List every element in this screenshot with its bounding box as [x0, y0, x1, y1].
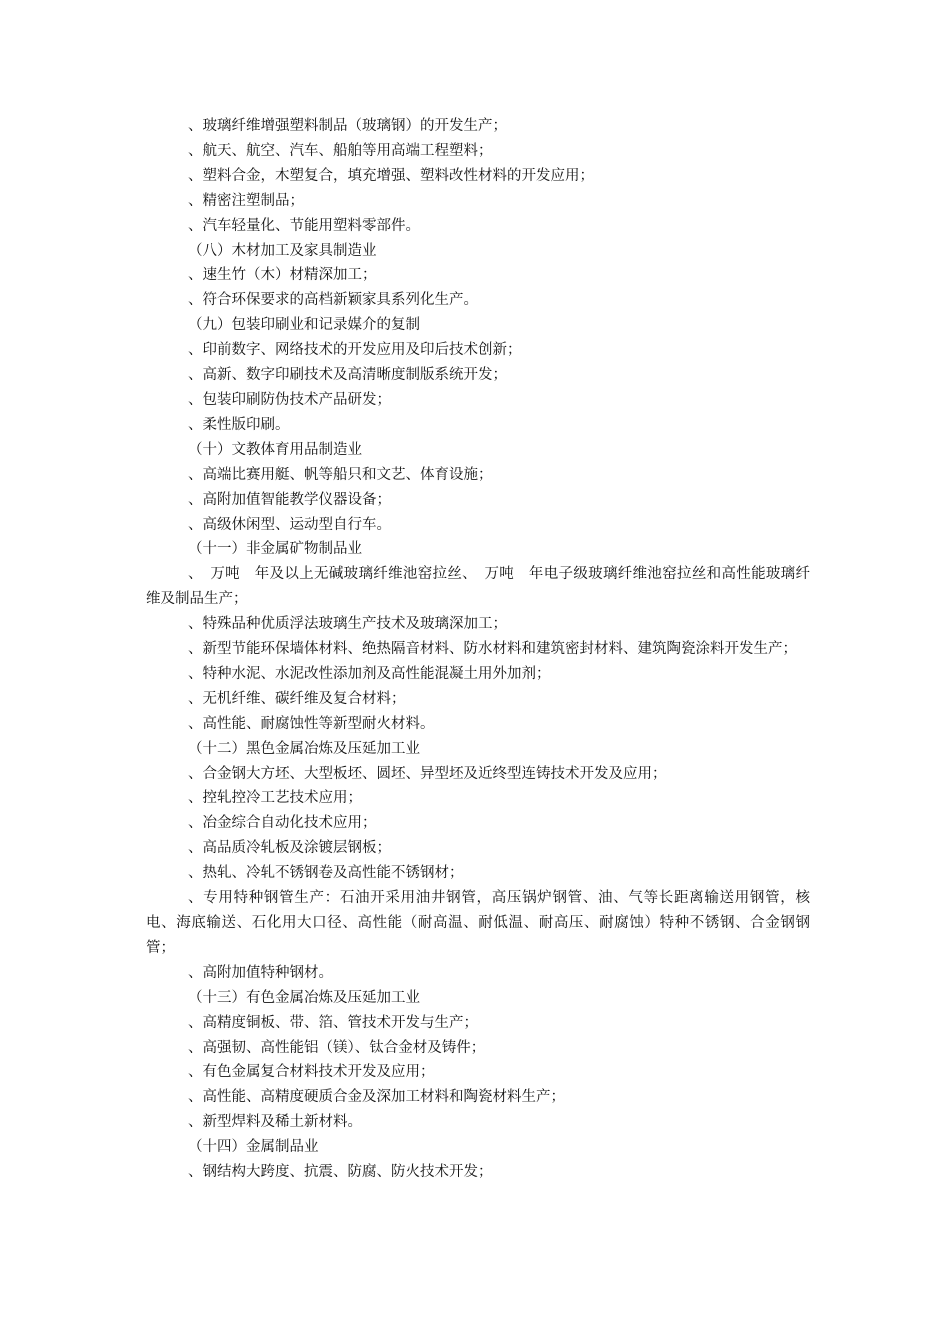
- paragraph: 、包装印刷防伪技术产品研发；: [188, 391, 391, 408]
- paragraph: 、特殊品种优质浮法玻璃生产技术及玻璃深加工；: [188, 616, 507, 633]
- section-heading: （九）包装印刷业和记录媒介的复制: [188, 317, 420, 334]
- paragraph: 、塑料合金，木塑复合，填充增强、塑料改性材料的开发应用；: [188, 167, 594, 184]
- paragraph: 、柔性版印刷。: [188, 416, 290, 433]
- paragraph: 、特种水泥、水泥改性添加剂及高性能混凝土用外加剂；: [188, 665, 551, 682]
- paragraph: 、 万吨 年及以上无碱玻璃纤维池窑拉丝、 万吨 年电子级玻璃纤维池窑拉丝和高性能玻璃纤维及制品生产；: [146, 566, 810, 608]
- paragraph: 、钢结构大跨度、抗震、防腐、防火技术开发；: [188, 1164, 493, 1181]
- paragraph: 、汽车轻量化、节能用塑料零部件。: [188, 217, 420, 234]
- paragraph: 、控轧控冷工艺技术应用；: [188, 790, 362, 807]
- section-heading: （十四）金属制品业: [188, 1139, 319, 1156]
- paragraph: 、高性能、高精度硬质合金及深加工材料和陶瓷材料生产；: [188, 1089, 565, 1106]
- paragraph: 、新型焊料及稀土新材料。: [188, 1114, 362, 1131]
- paragraph: 、高附加值特种钢材。: [188, 964, 333, 981]
- paragraph: 、高精度铜板、带、箔、管技术开发与生产；: [188, 1014, 478, 1031]
- paragraph: 、航天、航空、汽车、船舶等用高端工程塑料；: [188, 142, 493, 159]
- paragraph: 、高强韧、高性能铝（镁）、钛合金材及铸件；: [188, 1039, 486, 1056]
- paragraph: 、高级休闲型、运动型自行车。: [188, 516, 391, 533]
- paragraph: 、精密注塑制品；: [188, 192, 304, 209]
- section-heading: （十）文教体育用品制造业: [188, 441, 362, 458]
- paragraph: 、无机纤维、碳纤维及复合材料；: [188, 690, 406, 707]
- paragraph: 、高品质冷轧板及涂镀层钢板；: [188, 840, 391, 857]
- paragraph: 、高附加值智能教学仪器设备；: [188, 491, 391, 508]
- paragraph: 、高新、数字印刷技术及高清晰度制版系统开发；: [188, 367, 507, 384]
- paragraph: 、高性能、耐腐蚀性等新型耐火材料。: [188, 715, 435, 732]
- section-heading: （八）木材加工及家具制造业: [188, 242, 377, 259]
- paragraph: 、速生竹（木）材精深加工；: [188, 267, 377, 284]
- paragraph: 、印前数字、网络技术的开发应用及印后技术创新；: [188, 342, 522, 359]
- paragraph: 、合金钢大方坯、大型板坯、圆坯、异型坯及近终型连铸技术开发及应用；: [188, 765, 667, 782]
- section-heading: （十三）有色金属冶炼及压延加工业: [188, 989, 420, 1006]
- paragraph: 、有色金属复合材料技术开发及应用；: [188, 1064, 435, 1081]
- paragraph: 、冶金综合自动化技术应用；: [188, 815, 377, 832]
- document-body: [146, 114, 810, 1185]
- paragraph: 、符合环保要求的高档新颖家具系列化生产。: [188, 292, 478, 309]
- paragraph: 、高端比赛用艇、帆等船只和文艺、体育设施；: [188, 466, 493, 483]
- section-heading: （十一）非金属矿物制品业: [188, 541, 362, 558]
- paragraph: 、新型节能环保墙体材料、绝热隔音材料、防水材料和建筑密封材料、建筑陶瓷涂料开发生产；: [188, 641, 797, 658]
- section-heading: （十二）黑色金属冶炼及压延加工业: [188, 740, 420, 757]
- paragraph: 、专用特种钢管生产：石油开采用油井钢管，高压锅炉钢管、油、气等长距离输送用钢管，核电、海底输送、石化用大口径、高性能（耐高温、耐低温、耐高压、耐腐蚀）特种不锈钢、合金钢钢管；: [146, 890, 810, 956]
- paragraph: 、玻璃纤维增强塑料制品（玻璃钢）的开发生产；: [188, 118, 507, 134]
- paragraph: 、热轧、冷轧不锈钢卷及高性能不锈钢材；: [188, 865, 464, 882]
